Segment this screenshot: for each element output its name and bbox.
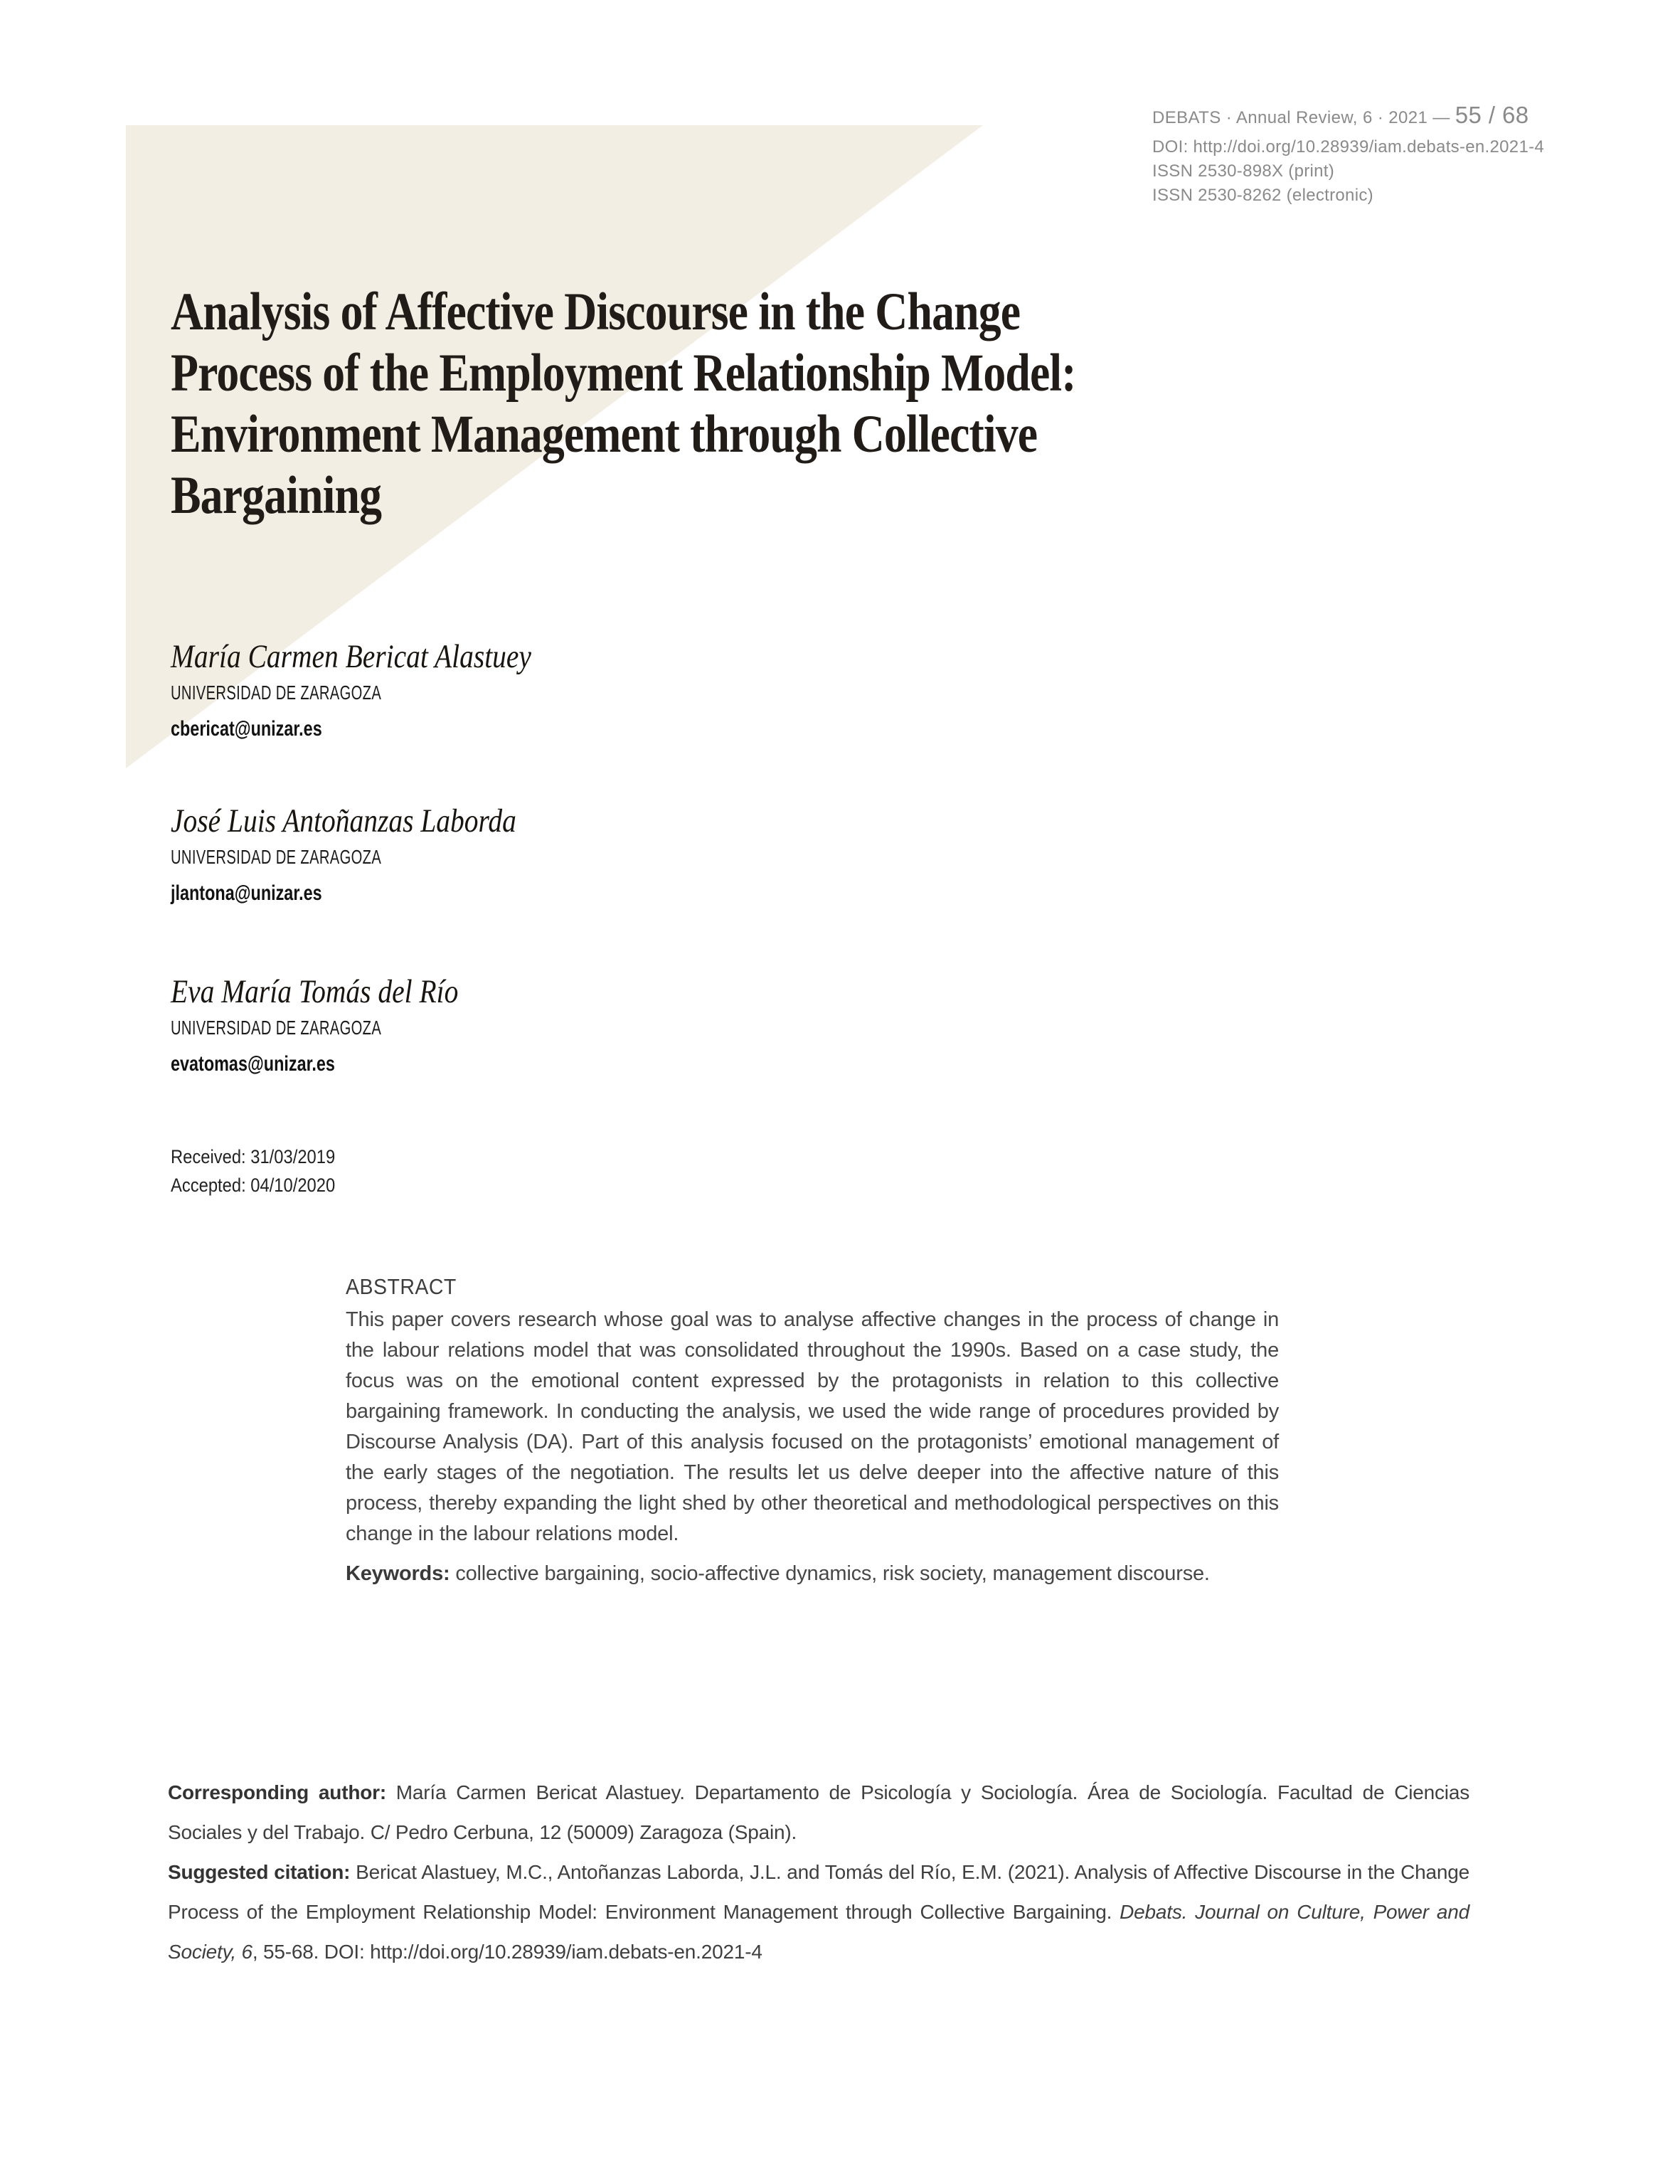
suggested-citation-note: [168, 1852, 1469, 1972]
footer-notes: [168, 1773, 1469, 1972]
keywords-line: [346, 1559, 1279, 1589]
author-email: jlantona@unizar.es: [171, 881, 322, 905]
corresponding-author-text: María Carmen Bericat Alastuey. Departamento de Psicología y Sociología. Área de Sociología. Facultad de Ciencias Sociales y del Trabajo. C/ Pedro Cerbuna, 12 (50009) Zaragoza (Spain).: [168, 1781, 1470, 1843]
author-affiliation: UNIVERSIDAD DE ZARAGOZA: [171, 682, 382, 704]
author-name: Eva María Tomás del Río: [171, 973, 459, 1010]
author-name: José Luis Antoñanzas Laborda: [171, 802, 516, 839]
corresponding-author-label: Corresponding author:: [168, 1781, 396, 1803]
article-title: [171, 282, 1076, 526]
corresponding-author-note: [168, 1773, 1469, 1852]
journal-name-issue: DEBATS · Annual Review, 6 · 2021 —: [1152, 108, 1455, 127]
journal-meta: [1152, 135, 1544, 208]
keywords-label: Keywords:: [346, 1562, 450, 1585]
author-email: evatomas@unizar.es: [171, 1052, 335, 1076]
author-affiliation: UNIVERSIDAD DE ZARAGOZA: [171, 1017, 382, 1039]
author-name: María Carmen Bericat Alastuey: [171, 638, 531, 675]
author-block-3: [171, 973, 513, 1076]
author-block-2: [171, 802, 582, 905]
title-line-3: Environment Management through Collective: [171, 405, 1038, 464]
citation-journal-italic: Debats. Journal on Culture, Power and Society, 6: [168, 1901, 1469, 1963]
manuscript-dates: [171, 1143, 335, 1199]
citation-tail: , 55-68. DOI: http://doi.org/10.28939/iam.debats-en.2021-4: [252, 1941, 762, 1963]
journal-line: [1152, 104, 1544, 129]
suggested-citation-label: Suggested citation:: [168, 1861, 356, 1883]
title-line-4: Bargaining: [171, 466, 382, 525]
issn-electronic-line: ISSN 2530-8262 (electronic): [1152, 186, 1373, 205]
accepted-date: Accepted: 04/10/2020: [171, 1175, 336, 1196]
author-email: cbericat@unizar.es: [171, 717, 322, 741]
keywords-text: collective bargaining, socio-affective dynamics, risk society, management discourse.: [450, 1562, 1210, 1585]
page-range: 55 / 68: [1455, 102, 1529, 128]
doi-line: DOI: http://doi.org/10.28939/iam.debats-en.2021-4: [1152, 137, 1545, 157]
author-block-1: [171, 638, 600, 741]
abstract-section: [346, 1275, 1279, 1589]
title-line-2: Process of the Employment Relationship Model:: [171, 344, 1076, 403]
abstract-heading: ABSTRACT: [346, 1274, 457, 1299]
received-date: Received: 31/03/2019: [171, 1146, 336, 1167]
title-line-1: Analysis of Affective Discourse in the Change: [171, 282, 1021, 341]
author-affiliation: UNIVERSIDAD DE ZARAGOZA: [171, 846, 382, 868]
issn-print-line: ISSN 2530-898X (print): [1152, 161, 1335, 181]
abstract-text: This paper covers research whose goal was to analyse affective changes in the process of change in the labour relations model that was consolidated throughout the 1990s. Based on a case study, the focus was on the emotional content expressed by the protagonists in relation to this collective bargaining framework. In conducting the analysis, we used the wide range of procedures provided by Discourse Analysis (DA). Part of this analysis focused on the protagonists’ emotional management of the early stages of the negotiation. The results let us delve deeper into the affective nature of this process, thereby expanding the light shed by other theoretical and methodological perspectives on this change in the labour relations model.: [346, 1308, 1279, 1545]
suggested-citation-text: Bericat Alastuey, M.C., Antoñanzas Laborda, J.L. and Tomás del Río, E.M. (2021). Analysis of Affective Discourse in the Change Process of the Employment Relationship Model: Environment Management through Collective Bargaining.: [168, 1861, 1469, 1923]
journal-header: [1152, 104, 1544, 208]
